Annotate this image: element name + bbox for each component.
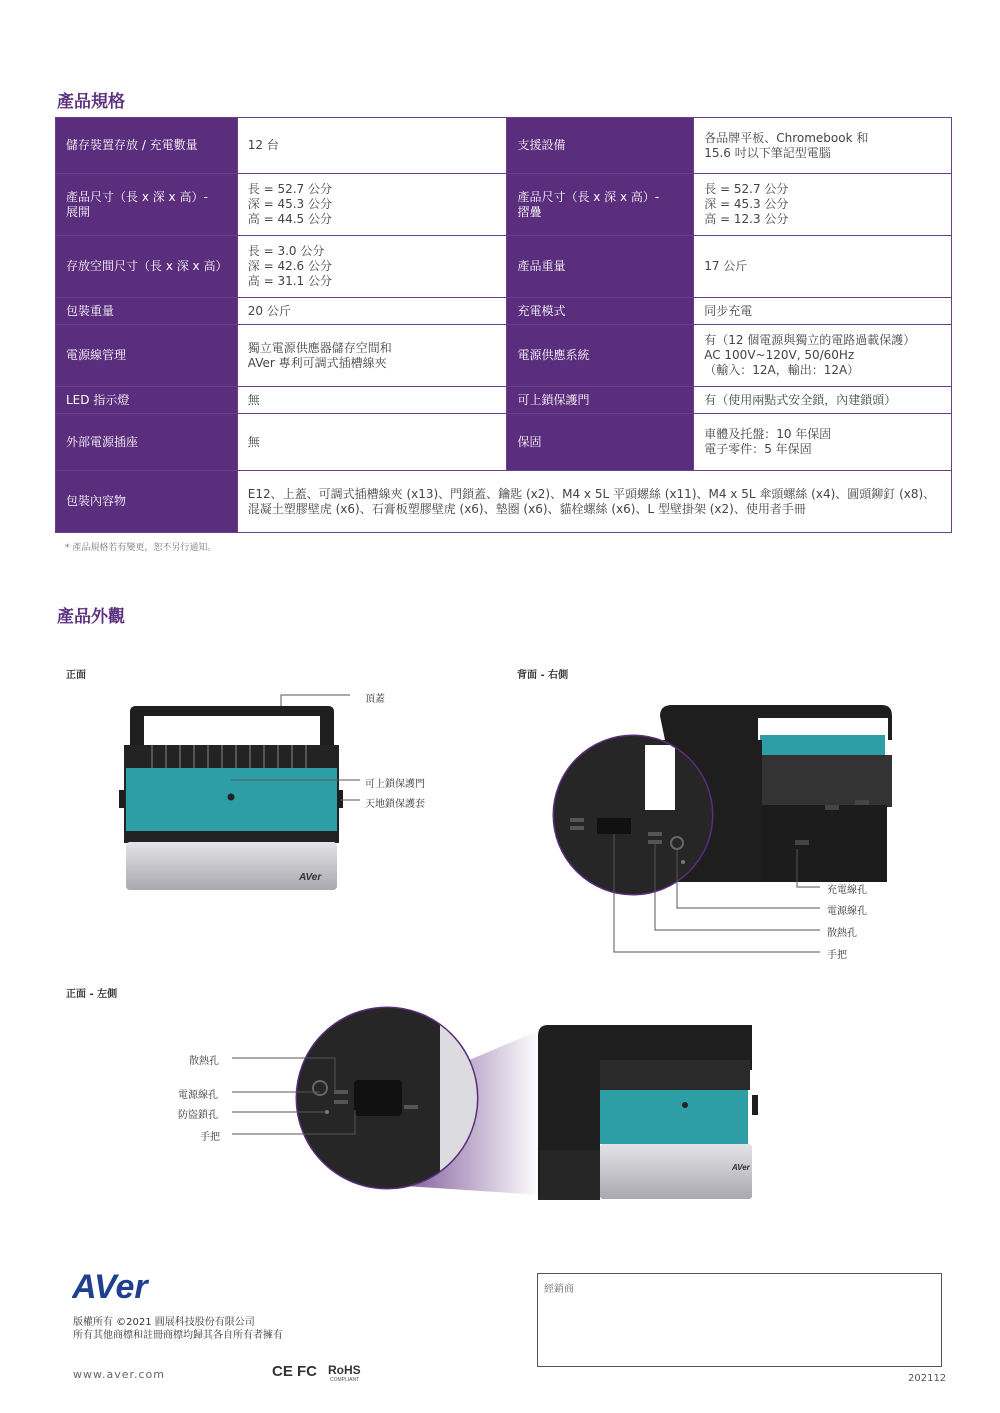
rohs-compliant: COMPLIANT [330,1377,360,1383]
callout-vent: 散熱孔 [827,928,857,939]
website-link[interactable]: www.aver.com [73,1368,165,1381]
callout-power-cable-hole: 電源線孔 [827,906,867,917]
spec-value: 無 [237,414,507,471]
spec-value: 長 = 52.7 公分 深 = 45.3 公分 高 = 12.3 公分 [694,174,952,236]
spec-label: 電源供應系統 [507,325,694,387]
front-brand-mark: AVer [299,872,322,883]
spec-note: * 產品規格若有變更，恕不另行通知。 [65,543,217,553]
callout-power-cable-hole: 電源線孔 [178,1090,218,1101]
spec-label: 存放空間尺寸（長 x 深 x 高） [56,236,238,298]
spec-label: 保固 [507,414,694,471]
spec-label: 產品尺寸（長 x 深 x 高）- 展開 [56,174,238,236]
spec-label: 產品重量 [507,236,694,298]
callout-lock-cover: 天地鎖保護套 [365,799,425,810]
rohs-mark: RoHS [328,1363,361,1377]
spec-value: 同步充電 [694,298,952,325]
spec-label: 包裝內容物 [56,471,238,533]
spec-value: 12 台 [237,118,507,174]
dealer-label: 經銷商 [544,1284,574,1295]
spec-value: 無 [237,387,507,414]
appearance-section-title: 產品外觀 [57,607,125,627]
callout-vent: 散熱孔 [189,1056,219,1067]
callout-anti-theft-lock-hole: 防盜鎖孔 [178,1110,218,1121]
spec-value: 有（12 個電源與獨立的電路過載保護） AC 100V~120V, 50/60Hz （輸入：12A，輸出：12A） [694,325,952,387]
front-view-label: 正面 [66,670,86,681]
spec-label: 外部電源插座 [56,414,238,471]
spec-value: E12、上蓋、可調式插槽線夾 (x13)、門鎖蓋、鑰匙 (x2)、M4 x 5L 平頭螺絲 (x11)、M4 x 5L 傘頭螺絲 (x4)、圓頭鉚釘 (x8)、 混凝土塑膠壁虎 (x6)、石膏板塑膠壁虎 (x6)、墊圈 (x6)、貓栓螺絲 (x6)、L 型壁掛架 (x2)、使用者手冊 [237,471,951,533]
front-view-image [119,695,360,890]
spec-value: 獨立電源供應器儲存空間和 AVer 專利可調式插槽線夾 [237,325,507,387]
certification-marks [272,1360,372,1384]
fc-mark: FC [297,1363,317,1380]
front-left-view-label: 正面 - 左側 [66,989,118,1000]
spec-label: 充電模式 [507,298,694,325]
callout-handle: 手把 [200,1132,220,1143]
copyright-text: 版權所有 ©2021 圓展科技股份有限公司 所有其他商標和註冊商標均歸其各自所有者擁有 [73,1317,283,1341]
callout-handle: 手把 [827,950,847,961]
aver-logo [72,1268,172,1304]
left-brand-mark: AVer [732,1163,750,1172]
callout-charging-cable-hole: 充電線孔 [827,885,867,896]
spec-value: 17 公斤 [694,236,952,298]
front-left-view-image [232,1008,758,1200]
spec-value: 20 公斤 [237,298,507,325]
spec-value: 長 = 52.7 公分 深 = 45.3 公分 高 = 44.5 公分 [237,174,507,236]
spec-label: 電源線管理 [56,325,238,387]
dealer-box [537,1273,942,1367]
spec-label: LED 指示燈 [56,387,238,414]
spec-label: 儲存裝置存放 / 充電數量 [56,118,238,174]
ce-mark: CE [272,1363,293,1380]
callout-lockable-door: 可上鎖保護門 [365,779,425,790]
spec-label: 包裝重量 [56,298,238,325]
spec-value: 車體及托盤：10 年保固 電子零件：5 年保固 [694,414,952,471]
spec-label: 可上鎖保護門 [507,387,694,414]
spec-section-title: 產品規格 [57,92,125,112]
spec-label: 產品尺寸（長 x 深 x 高）- 摺疊 [507,174,694,236]
callout-top-cover: 頂蓋 [365,694,385,705]
spec-value: 各品牌平板、Chromebook 和 15.6 吋以下筆記型電腦 [694,118,952,174]
back-right-view-label: 背面 - 右側 [517,670,569,681]
spec-label: 支援設備 [507,118,694,174]
document-code: 202112 [908,1373,947,1384]
spec-value: 有（使用兩點式安全鎖，內建鎖頭） [694,387,952,414]
logo-text: AVer [72,1268,148,1304]
spec-value: 長 = 3.0 公分 深 = 42.6 公分 高 = 31.1 公分 [237,236,507,298]
